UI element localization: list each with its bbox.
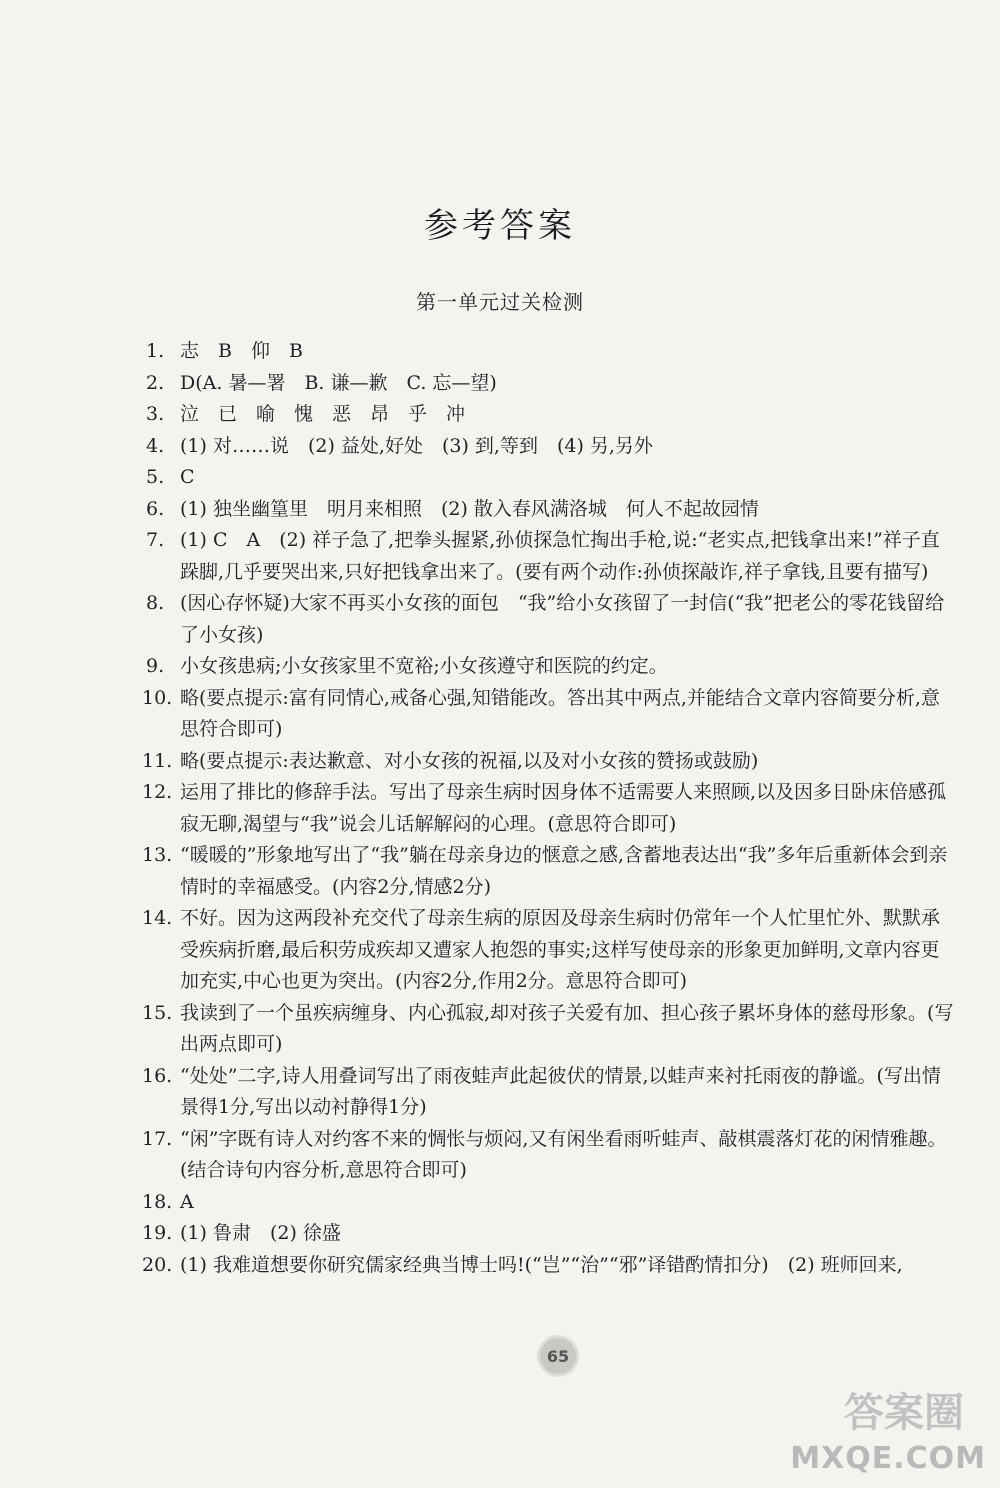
- answer-item: [142, 998, 956, 1061]
- answer-text: (1) 鲁肃 (2) 徐盛: [180, 1222, 341, 1244]
- answer-text: 志 B 仰 B: [180, 340, 303, 362]
- answer-text: (因心存怀疑)大家不再买小女孩的面包 “我”给小女孩留了一封信(“我”把老公的零花钱留给了小女孩): [180, 592, 945, 646]
- answer-number: 14.: [142, 907, 173, 929]
- answer-text: (1) 对……说 (2) 益处,好处 (3) 到,等到 (4) 另,另外: [180, 434, 653, 457]
- answer-text: (1) 独坐幽篁里 明月来相照 (2) 散入春风满洛城 何人不起故园情: [180, 497, 759, 520]
- answer-number: 10.: [142, 686, 173, 709]
- answer-number: 3.: [146, 403, 165, 425]
- answer-item: [142, 746, 956, 778]
- watermark-url: MXQE.COM: [790, 1441, 986, 1476]
- answer-number: 6.: [146, 497, 165, 520]
- answer-item: [146, 368, 956, 400]
- answer-item: [142, 1218, 956, 1250]
- answer-item: [142, 903, 956, 998]
- answer-item: [146, 494, 956, 526]
- answer-number: 4.: [146, 434, 165, 457]
- answer-number: 5.: [146, 466, 165, 488]
- answer-item: [146, 431, 956, 463]
- answer-text: C: [180, 466, 195, 488]
- answer-item: [146, 399, 956, 431]
- watermark-text-cn: 答案圈: [844, 1390, 964, 1436]
- answer-number: 15.: [142, 1001, 173, 1024]
- answer-number: 20.: [142, 1253, 173, 1276]
- answer-text: “暖暖的”形象地写出了“我”躺在母亲身边的惬意之感,含蓄地表达出“我”多年后重新体会到亲情时的幸福感受。(内容2分,情感2分): [180, 844, 948, 898]
- answer-item: [146, 651, 956, 683]
- answer-number: 7.: [146, 529, 165, 551]
- answer-item: [142, 1187, 956, 1219]
- section-subtitle: 第一单元过关检测: [416, 290, 584, 314]
- answer-item: [146, 525, 956, 588]
- page-number-badge: 65: [540, 1338, 576, 1374]
- answer-text: A: [180, 1190, 194, 1213]
- answer-text: 泣 已 喻 愧 恶 昂 乎 冲: [180, 403, 466, 425]
- answer-list: [142, 336, 956, 1281]
- answer-number: 13.: [142, 844, 173, 866]
- answer-text: “处处”二字,诗人用叠词写出了雨夜蛙声此起彼伏的情景,以蛙声来衬托雨夜的静谧。(写出情景得1分,写出以动衬静得1分): [180, 1064, 941, 1118]
- answer-item: [146, 336, 956, 368]
- answer-number: 2.: [146, 371, 165, 394]
- answer-item: [142, 840, 956, 903]
- answer-text: 略(要点提示:表达歉意、对小女孩的祝福,以及对小女孩的赞扬或鼓励): [180, 749, 759, 772]
- answer-text: 小女孩患病;小女孩家里不宽裕;小女孩遵守和医院的约定。: [180, 655, 668, 677]
- page-title: 参考答案: [424, 206, 576, 246]
- answer-number: 12.: [142, 781, 173, 803]
- answer-item: [142, 1061, 956, 1124]
- answer-item: [142, 1250, 956, 1282]
- answer-text: “闲”字既有诗人对约客不来的惆怅与烦闷,又有闲坐看雨听蛙声、敲棋震落灯花的闲情雅趣。(结合诗句内容分析,意思符合即可): [180, 1127, 947, 1181]
- answer-item: [146, 588, 956, 651]
- answer-number: 11.: [142, 749, 173, 772]
- answer-text: D(A. 暑—署 B. 谦—歉 C. 忘—望): [180, 371, 497, 394]
- answer-text: 不好。因为这两段补充交代了母亲生病的原因及母亲生病时仍常年一个人忙里忙外、默默承受疾病折磨,最后积劳成疾却又遭家人抱怨的事实;这样写使母亲的形象更加鲜明,文章内容更加充实,中心也更为突出。(内容2分,作用2分。意思符合即可): [180, 907, 941, 992]
- answer-number: 9.: [146, 655, 165, 677]
- answer-number: 19.: [142, 1222, 173, 1244]
- answer-item: [142, 1124, 956, 1187]
- answer-text: 略(要点提示:富有同情心,戒备心强,知错能改。答出其中两点,并能结合文章内容简要分析,意思符合即可): [180, 686, 940, 740]
- answer-item: [142, 683, 956, 746]
- answer-text: (1) C A (2) 祥子急了,把拳头握紧,孙侦探急忙掏出手枪,说:“老实点,把钱拿出来!”祥子直跺脚,几乎要哭出来,只好把钱拿出来了。(要有两个动作:孙侦探敲诈,祥子拿钱,且要有描写): [180, 529, 940, 583]
- answer-number: 17.: [142, 1127, 173, 1150]
- answer-text: (1) 我难道想要你研究儒家经典当博士吗!(“岂”“治”“邪”译错酌情扣分) (2) 班师回来,: [180, 1253, 903, 1276]
- answer-number: 1.: [146, 340, 165, 362]
- watermark-logo: [766, 1388, 986, 1476]
- answer-number: 8.: [146, 592, 165, 614]
- answer-number: 18.: [142, 1190, 173, 1213]
- answer-item: [146, 462, 956, 494]
- answer-number: 16.: [142, 1064, 173, 1087]
- answer-text: 运用了排比的修辞手法。写出了母亲生病时因身体不适需要人来照顾,以及因多日卧床倍感孤寂无聊,渴望与“我”说会儿话解解闷的心理。(意思符合即可): [180, 781, 947, 835]
- answer-item: [142, 777, 956, 840]
- answer-text: 我读到了一个虽疾病缠身、内心孤寂,却对孩子关爱有加、担心孩子累坏身体的慈母形象。(写出两点即可): [180, 1001, 954, 1055]
